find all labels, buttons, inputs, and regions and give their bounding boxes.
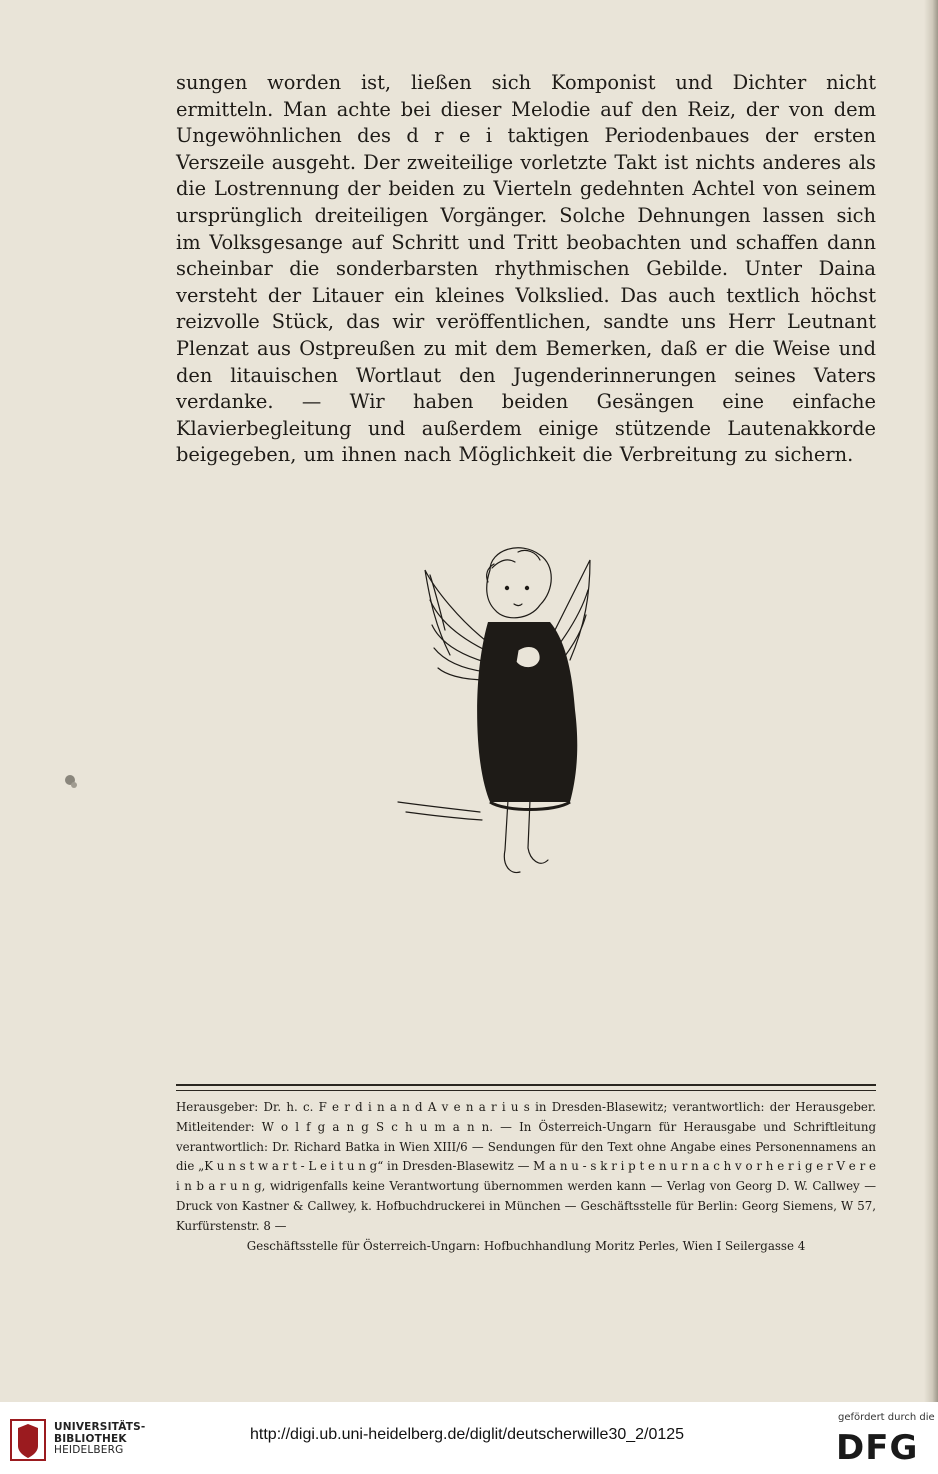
- article-paragraph: sungen worden ist, ließen sich Komponist und Dichter nicht ermitteln. Man achte bei dieser Melodie auf den Reiz, der von dem Ungewöhnlichen des d r e i taktigen Periodenbaues der ersten Verszeile ausgeht. Der zweiteilige vorletzte Takt ist nichts anderes als die Lostrennung der beiden zu Vierteln gedehnten Achtel von seinem ursprünglich dreiteiligen Vorgänger. Solche Dehnungen lassen sich im Volksgesange auf Schritt und Tritt beobachten und schaffen dann scheinbar die sonderbarsten rhythmischen Gebilde. Unter Daina versteht der Litauer ein kleines Volkslied. Das auch textlich höchst reizvolle Stück, das wir veröffentlichen, sandte uns Herr Leutnant Plenzat aus Ostpreußen zu mit dem Bemerken, daß er die Weise und den litauischen Wortlaut den Jugenderinnerungen seines Vaters verdanke. — Wir haben beiden Gesängen eine einfache Klavierbegleitung und außerdem einige stützende Lautenakkorde beigegeben, um ihnen nach Möglichkeit die Verbreitung zu sichern.: [176, 71, 876, 467]
- imprint-last-line: Geschäftsstelle für Österreich-Ungarn: Hofbuchhandlung Moritz Perles, Wien I Seilergasse 4: [246, 1238, 806, 1253]
- permalink-url[interactable]: http://digi.ub.uni-heidelberg.de/diglit/deutscherwille30_2/0125: [250, 1426, 685, 1443]
- angel-illustration: [390, 530, 640, 900]
- digitization-footer: [0, 1402, 938, 1474]
- imprint-rule-thick: [176, 1084, 876, 1086]
- library-name-line-3: HEIDELBERG: [54, 1444, 124, 1456]
- paper-stain: [62, 770, 80, 792]
- library-name-line-2: BIBLIOTHEK: [54, 1432, 127, 1445]
- imprint-rule-thin: [176, 1090, 876, 1091]
- library-name-line-1: UNIVERSITÄTS-: [54, 1421, 146, 1433]
- page-edge-shadow: [924, 0, 938, 1402]
- article-text: [176, 70, 876, 469]
- university-seal-icon: [8, 1416, 48, 1464]
- dfg-logo: DFG: [836, 1428, 919, 1468]
- library-name: [54, 1422, 145, 1457]
- imprint-text: Herausgeber: Dr. h. c. F e r d i n a n d A v e n a r i u s in Dresden-Blasewitz; verantwortlich: der Herausgeber. Mitleitender: W o l f g a n g S c h u m a n n. — In Österreich-Ungarn für Herausgabe und Schriftleitung verantwortlich: Dr. Richard Batka in Wien XIII/6 — Sendungen für den Text ohne Angabe eines Personennamens an die „K u n s t w a r t - L e i t u n g“ in Dresden-Blasewitz — M a n u - s k r i p t e n u r n a c h v o r h e r i g e r V e r e i n b a r u n g, widrigenfalls keine Verantwortung übernommen werden kann — Verlag von Georg D. W. Callwey — Druck von Kastner & Callwey, k. Hofbuchdruckerei in München — Geschäftsstelle für Berlin: Georg Siemens, W 57, Kurfürstenstr. 8 —: [176, 1100, 876, 1233]
- imprint-block: [176, 1098, 876, 1256]
- funding-note: gefördert durch die: [838, 1412, 935, 1423]
